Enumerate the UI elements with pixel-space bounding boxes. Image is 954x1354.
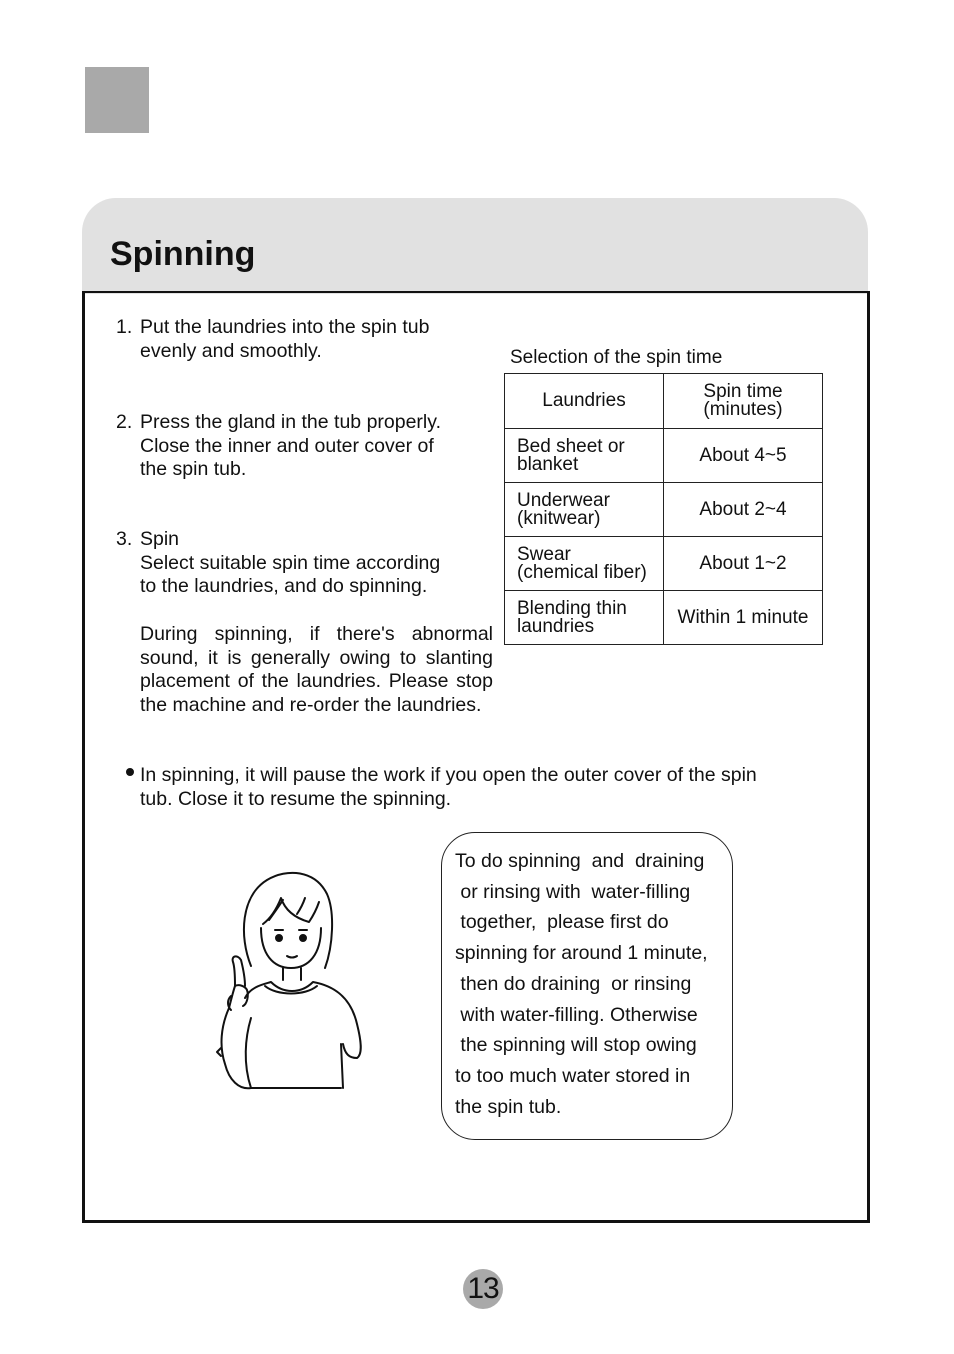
callout-line: with water-filling. Otherwise bbox=[455, 1003, 698, 1026]
laundry-line: Blending thin bbox=[517, 597, 627, 619]
bullet-note bbox=[124, 764, 824, 811]
callout-line: or rinsing with water-filling bbox=[455, 880, 691, 903]
laundry-line: (knitwear) bbox=[517, 507, 601, 529]
callout-line: then do draining or rinsing bbox=[455, 972, 692, 995]
laundry-line: blanket bbox=[517, 453, 579, 475]
bullet-dot-icon bbox=[126, 768, 134, 776]
laundry-cell bbox=[505, 537, 664, 591]
laundry-line: Underwear bbox=[517, 489, 610, 511]
header-spin-time-line: (minutes) bbox=[703, 399, 783, 420]
callout-line: the spin tub. bbox=[455, 1095, 562, 1118]
step-1 bbox=[116, 316, 429, 363]
callout-line: the spinning will stop owing bbox=[455, 1034, 697, 1057]
woman-pointing-illustration bbox=[205, 868, 375, 1090]
laundry-cell bbox=[505, 591, 664, 645]
step-number: 1. bbox=[116, 316, 133, 338]
laundry-cell bbox=[505, 483, 664, 537]
step-3 bbox=[116, 528, 440, 599]
step-line: to the laundries, and do spinning. bbox=[140, 575, 428, 597]
section-title: Spinning bbox=[110, 235, 256, 273]
table-row bbox=[505, 483, 823, 537]
time-cell: Within 1 minute bbox=[664, 591, 823, 645]
step-line: Close the inner and outer cover of bbox=[140, 434, 434, 457]
step-line: Put the laundries into the spin tub bbox=[140, 316, 430, 338]
corner-tab-marker bbox=[85, 67, 149, 133]
callout-line: together, please first do bbox=[455, 911, 669, 934]
laundry-line: (chemical fiber) bbox=[517, 561, 647, 583]
table-row bbox=[505, 429, 823, 483]
section-header-band bbox=[82, 198, 868, 294]
step-line: the spin tub. bbox=[140, 458, 247, 480]
time-cell: About 4~5 bbox=[664, 429, 823, 483]
step-line: evenly and smoothly. bbox=[140, 339, 322, 362]
callout-line: spinning for around 1 minute, bbox=[455, 942, 708, 965]
table-caption: Selection of the spin time bbox=[510, 347, 723, 368]
laundry-line: Bed sheet or bbox=[517, 435, 625, 457]
laundry-cell bbox=[505, 429, 664, 483]
callout-text bbox=[455, 846, 708, 1122]
time-cell: About 1~2 bbox=[664, 537, 823, 591]
callout-line: to too much water stored in bbox=[455, 1064, 691, 1087]
time-cell: About 2~4 bbox=[664, 483, 823, 537]
step-line: Select suitable spin time according bbox=[140, 551, 441, 574]
table-header-row bbox=[505, 374, 823, 429]
step-number: 2. bbox=[116, 411, 133, 433]
step-heading: Spin bbox=[140, 528, 180, 550]
callout-line: To do spinning and draining bbox=[455, 850, 705, 872]
step-number: 3. bbox=[116, 528, 133, 550]
spin-tip-callout bbox=[441, 832, 733, 1140]
step-line: Press the gland in the tub properly. bbox=[140, 411, 441, 433]
header-laundries: Laundries bbox=[505, 374, 664, 429]
page-number: 13 bbox=[463, 1269, 503, 1309]
spin-time-table bbox=[504, 373, 823, 645]
note-line: In spinning, it will pause the work if you open the outer cover of the spin bbox=[140, 764, 757, 786]
laundry-line: laundries bbox=[517, 615, 595, 637]
table-row bbox=[505, 537, 823, 591]
step-2 bbox=[116, 411, 441, 482]
table-row bbox=[505, 591, 823, 645]
laundry-line: Swear bbox=[517, 543, 571, 565]
abnormal-sound-paragraph: During spinning, if there's abnormal sound, it is generally owing to slanting placement of the laundries. Please stop the machine and re-order the laundries. bbox=[140, 623, 493, 716]
header-spin-time bbox=[664, 374, 823, 429]
header-spin-time-line: Spin time bbox=[703, 381, 783, 402]
note-line: tub. Close it to resume the spinning. bbox=[140, 787, 452, 810]
